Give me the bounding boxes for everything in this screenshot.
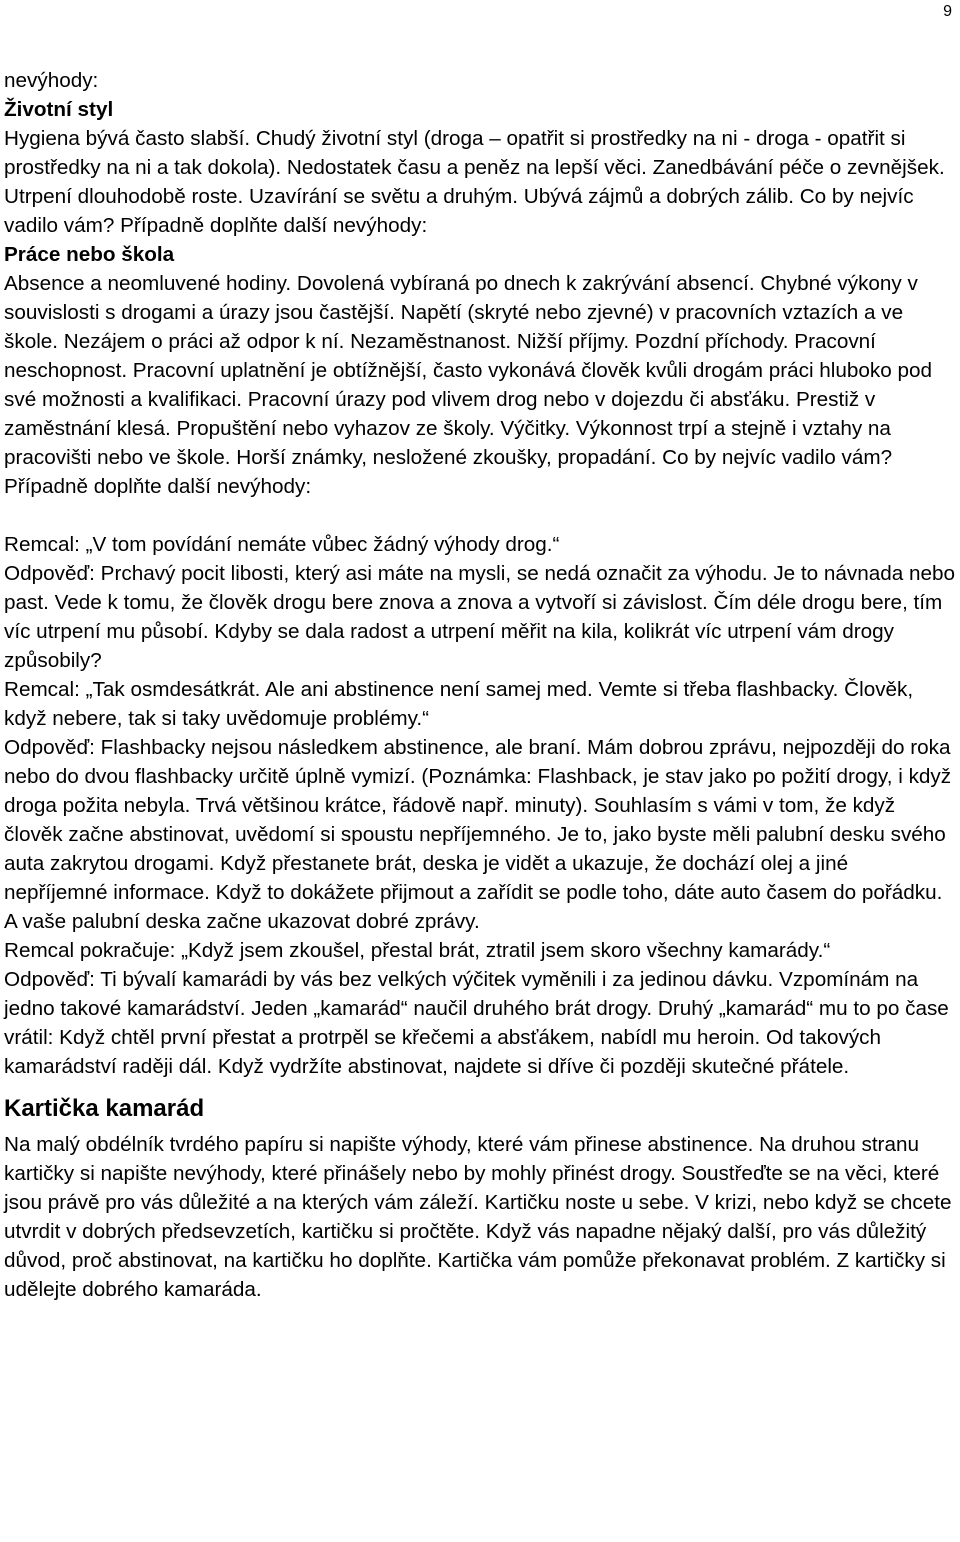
dialogue-remcal-3: Remcal pokračuje: „Když jsem zkoušel, přestal brát, ztratil jsem skoro všechny kamarády.“: [4, 939, 831, 962]
spacer: [4, 501, 956, 530]
document-body: [4, 66, 956, 1304]
dialogue-remcal-1: Remcal: „V tom povídání nemáte vůbec žádný výhody drog.“: [4, 533, 560, 556]
dialogue-remcal-2: Remcal: „Tak osmdesátkrát. Ale ani abstinence není samej med. Vemte si třeba flashbacky. Člověk, když nebere, tak si taky uvědomuje problémy.“: [4, 678, 914, 730]
paragraph-work-school: Absence a neomluvené hodiny. Dovolená vybíraná po dnech k zakrývání absencí. Chybné výkony v souvislosti s drogami a úrazy jsou častější. Napětí (skryté nebo zjevné) v pracovních vztazích a ve škole. Nezájem o práci až odpor k ní. Nezaměstnanost. Nižší příjmy. Pozdní příchody. Pracovní neschopnost. Pracovní uplatnění je obtížnější, často vykonává člověk kvůli drogám práci hluboko pod své možnosti a kvalifikaci. Pracovní úrazy pod vlivem drog nebo v dojezdu či absťáku. Prestiž v zaměstnání klesá. Propuštění nebo vyhazov ze školy. Výčitky. Výkonnost trpí a stejně i vztahy na pracovišti nebo ve škole. Horší známky, nesložené zkoušky, propadání. Co by nejvíc vadilo vám? Případně doplňte další nevýhody:: [4, 272, 933, 498]
page-number: 9: [943, 3, 952, 20]
dialogue-answer-2: Odpověď: Flashbacky nejsou následkem abstinence, ale braní. Mám dobrou zprávu, nejpozději do roka nebo do dvou flashbacky určitě úplně vymizí. (Poznámka: Flashback, je stav jako po požití drogy, i když droga požita nebyla. Trvá většinou krátce, řádově např. minuty). Souhlasím s vámi v tom, že když člověk začne abstinovat, uvědomí si spoustu nepříjemného. Je to, jako byste měli palubní desku svého auta zakrytou drogami. Když přestanete brát, deska je vidět a ukazuje, že dochází olej a jiné nepříjemné informace. Když to dokážete přijmout a zařídit se podle toho, dáte auto časem do pořádku. A vaše palubní deska začne ukazovat dobré zprávy.: [4, 736, 952, 933]
paragraph-friend-card: Na malý obdélník tvrdého papíru si napište výhody, které vám přinese abstinence. Na druhou stranu kartičky si napište nevýhody, které přinášely nebo by mohly přinést drogy. Soustřeďte se na věci, které jsou právě pro vás důležité a na kterých vám záleží. Kartičku noste u sebe. V krizi, nebo když se chcete utvrdit v dobrých předsevzetích, kartičku si pročtěte. Když vás napadne nějaký další, pro vás důležitý důvod, proč abstinovat, na kartičku ho doplňte. Kartička vám pomůže překonavat problém. Z kartičky si udělejte dobrého kamaráda.: [4, 1133, 952, 1301]
paragraph-lifestyle: Hygiena bývá často slabší. Chudý životní styl (droga – opatřit si prostředky na ni - droga - opatřit si prostředky na ni a tak dokola). Nedostatek času a peněz na lepší věci. Zanedbávání péče o zevnějšek. Utrpení dlouhodobě roste. Uzavírání se světu a druhým. Ubývá zájmů a dobrých zálib. Co by nejvíc vadilo vám? Případně doplňte další nevýhody:: [4, 127, 945, 237]
dialogue-answer-3: Odpověď: Ti bývalí kamarádi by vás bez velkých výčitek vyměnili i za jedinou dávku. Vzpomínám na jedno takové kamarádství. Jeden „kamarád“ naučil druhého brát drogy. Druhý „kamarád“ mu to po čase vrátil: Když chtěl první přestat a protrpěl se křečemi a absťákem, nabídl mu heroin. Od takových kamarádství raději dál. Když vydržíte abstinovat, najdete si dříve či později skutečné přátele.: [4, 968, 949, 1078]
heading-friend-card: Kartička kamarád: [4, 1095, 205, 1122]
heading-work-school: Práce nebo škola: [4, 243, 175, 266]
heading-lifestyle: Životní styl: [4, 98, 114, 121]
paragraph-intro: nevýhody:: [4, 69, 99, 92]
dialogue-answer-1: Odpověď: Prchavý pocit libosti, který asi máte na mysli, se nedá označit za výhodu. Je to návnada nebo past. Vede k tomu, že člověk drogu bere znova a znova a vytvoří si závislost. Čím déle drogu bere, tím víc utrpení mu působí. Kdyby se dala radost a utrpení měřit na kila, kolikrát víc utrpení vám drogy způsobily?: [4, 562, 956, 672]
